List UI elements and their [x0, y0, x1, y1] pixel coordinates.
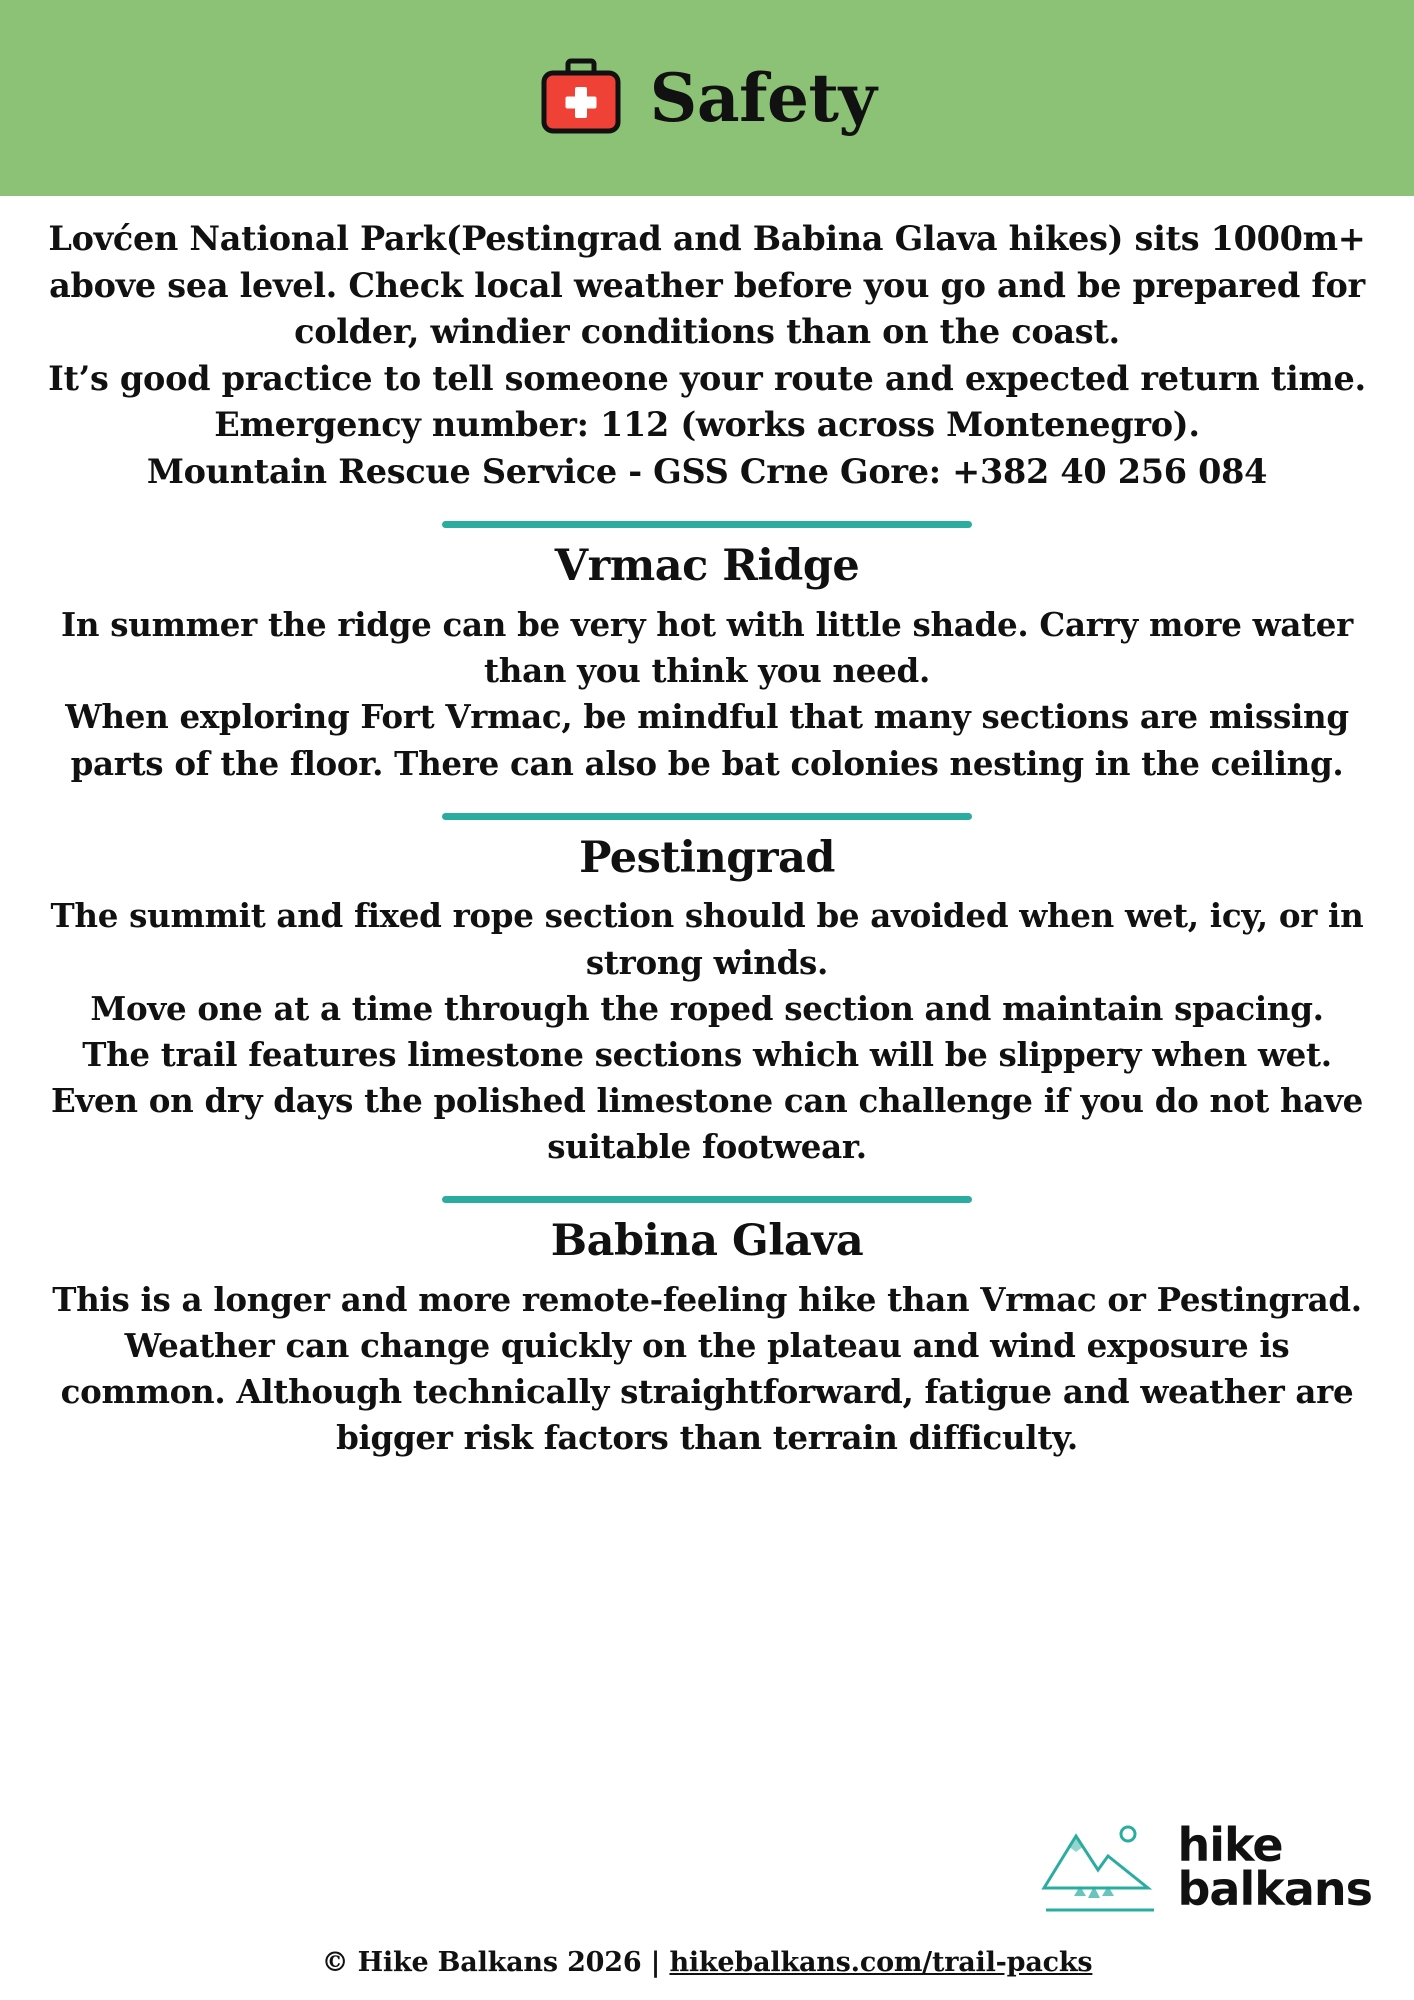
footer-credit: [0, 1947, 1414, 1978]
website-link[interactable]: hikebalkans.com/trail-packs: [669, 1947, 1093, 1978]
intro-line: Emergency number: 112 (works across Montenegro).: [214, 405, 1200, 445]
section-line: When exploring Fort Vrmac, be mindful that many sections are missing parts of the floor. There can also be bat colonies nesting in the ceiling.: [65, 697, 1349, 783]
section-title: Babina Glava: [550, 1216, 864, 1267]
intro-line: It’s good practice to tell someone your route and expected return time.: [48, 358, 1366, 398]
section-body: [50, 1277, 1364, 1462]
mountain-logo-icon: [1036, 1814, 1164, 1922]
brand-logo: [1036, 1814, 1373, 1922]
brand-line-2: balkans: [1177, 1862, 1372, 1916]
page-title: Safety: [649, 59, 877, 137]
section-body: [50, 893, 1364, 1170]
brand-line-1: hike: [1177, 1818, 1283, 1873]
section-vrmac-ridge: [28, 540, 1386, 786]
brand-wordmark: [1177, 1818, 1373, 1916]
copyright-text: © Hike Balkans 2026 |: [321, 1947, 670, 1978]
page-content: [0, 196, 1414, 1462]
first-aid-kit-icon: [538, 55, 624, 141]
section-title: Vrmac Ridge: [554, 541, 860, 592]
section-line: The summit and fixed rope section should be avoided when wet, icy, or in strong winds.: [50, 896, 1364, 982]
intro-line: Lovćen National Park(Pestingrad and Babina Glava hikes) sits 1000m+ above sea level. Check local weather before you go and be prepared for colder, windier conditions than on the coast.: [48, 219, 1366, 352]
section-divider: [442, 813, 972, 820]
section-divider: [442, 521, 972, 528]
page-header: [0, 0, 1414, 196]
section-divider: [442, 1196, 972, 1203]
section-line: The trail features limestone sections which will be slippery when wet. Even on dry days the polished limestone can challenge if you do not have suitable footwear.: [50, 1034, 1364, 1167]
section-line: Move one at a time through the roped section and maintain spacing.: [90, 988, 1324, 1028]
intro-line: Mountain Rescue Service - GSS Crne Gore: +382 40 256 084: [146, 451, 1268, 491]
section-pestingrad: [28, 832, 1386, 1171]
section-body: [50, 602, 1364, 787]
section-line: In summer the ridge can be very hot with little shade. Carry more water than you think you need.: [61, 605, 1353, 691]
section-line: This is a longer and more remote-feeling hike than Vrmac or Pestingrad. Weather can change quickly on the plateau and wind exposure is common. Although technically straightforward, fatigue and weather are bigger risk factors than terrain difficulty.: [52, 1280, 1362, 1458]
section-title: Pestingrad: [579, 832, 835, 883]
intro-block: [46, 216, 1368, 495]
page-footer: [0, 1770, 1414, 2000]
section-babina-glava: [28, 1215, 1386, 1461]
